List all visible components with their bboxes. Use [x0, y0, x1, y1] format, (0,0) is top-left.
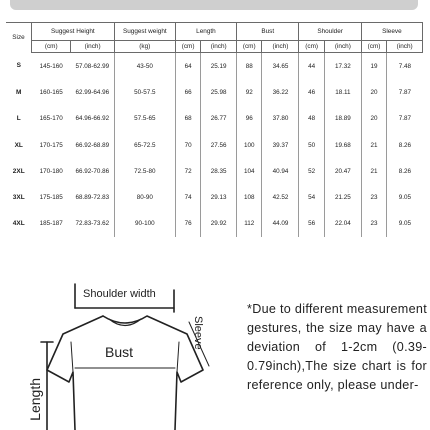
length-cm-cell: 68: [175, 106, 200, 132]
length-cm-cell: 70: [175, 132, 200, 158]
height-cm-cell: 165-170: [39, 115, 63, 123]
size-cell: M: [16, 88, 22, 96]
header-sleeve: Sleeve: [361, 23, 422, 41]
shoulder-cm-cell: 54: [299, 184, 324, 210]
bust-inch-cell: 44.09: [262, 211, 299, 237]
bust-cm-cell: 100: [237, 132, 262, 158]
length-inch-cell: 28.35: [201, 158, 237, 184]
length-cm-cell: 64: [175, 53, 200, 80]
size-cell: 2XL: [12, 167, 25, 175]
bust-inch-cell: 34.65: [262, 53, 299, 80]
size-chart-table: [6, 22, 423, 237]
sleeve-cm-cell: 23: [361, 211, 386, 237]
bust-cm-cell: 112: [237, 211, 262, 237]
shoulder-inch-cell: 18.11: [324, 79, 361, 105]
sleeve-cm-cell: 20: [361, 106, 386, 132]
height-inch-cell: 66.92-68.89: [75, 141, 110, 149]
shoulder-cm-cell: 52: [299, 158, 324, 184]
shoulder-inch-cell: 20.47: [324, 158, 361, 184]
weight-cell: 57.5-65: [114, 106, 175, 132]
measurement-diagram: [25, 282, 225, 430]
bust-cm-cell: 108: [237, 184, 262, 210]
sleeve-cm-cell: 23: [361, 184, 386, 210]
shoulder-cm-cell: 44: [299, 53, 324, 80]
height-inch-cell: 64.96-66.92: [75, 115, 110, 123]
sleeve-inch-cell: 9.05: [387, 211, 423, 237]
size-deviation-note: *Due to different measurement gestures, the size may have a deviation of 1-2cm (0.39-0.79inch),The size chart is for reference only, please under-: [247, 302, 427, 392]
height-cm-cell: 185-187: [39, 220, 63, 228]
unit-sleeve-inch: (inch): [387, 41, 423, 53]
header-suggest-weight: Suggest weight: [114, 23, 175, 41]
left-sleeve-seam: [71, 342, 73, 372]
shoulder-inch-cell: 18.89: [324, 106, 361, 132]
header-suggest-height: Suggest Height: [31, 23, 114, 41]
table-row: [6, 211, 423, 237]
sleeve-cm-cell: 21: [361, 158, 386, 184]
size-cell: 4XL: [12, 220, 25, 228]
shoulder-inch-cell: 21.25: [324, 184, 361, 210]
length-cm-cell: 66: [175, 79, 200, 105]
unit-height-inch: (inch): [71, 41, 114, 53]
bust-cm-cell: 92: [237, 79, 262, 105]
weight-cell: 90-100: [114, 211, 175, 237]
unit-height-cm: (cm): [31, 41, 70, 53]
unit-sleeve-cm: (cm): [361, 41, 386, 53]
height-cm-cell: 145-160: [39, 62, 63, 70]
length-inch-cell: 25.98: [201, 79, 237, 105]
shoulder-cm-cell: 46: [299, 79, 324, 105]
sleeve-cm-cell: 21: [361, 132, 386, 158]
weight-cell: 72.5-80: [114, 158, 175, 184]
bust-cm-cell: 104: [237, 158, 262, 184]
top-decoration-bar: [10, 0, 418, 10]
length-inch-cell: 29.92: [201, 211, 237, 237]
table-row: [6, 106, 423, 132]
length-inch-cell: 25.19: [201, 53, 237, 80]
height-inch-cell: 57.08-62.99: [75, 62, 110, 70]
sleeve-cm-cell: 19: [361, 53, 386, 80]
shoulder-cm-cell: 48: [299, 106, 324, 132]
unit-length-cm: (cm): [175, 41, 200, 53]
height-cm-cell: 170-175: [39, 141, 63, 149]
shoulder-width-label: Shoulder width: [83, 288, 156, 300]
table-row: [6, 158, 423, 184]
sleeve-inch-cell: 7.87: [387, 79, 423, 105]
table-row: [6, 132, 423, 158]
unit-bust-cm: (cm): [237, 41, 262, 53]
sleeve-inch-cell: 8.26: [387, 158, 423, 184]
unit-shoulder-cm: (cm): [299, 41, 324, 53]
height-cm-cell: 170-180: [39, 167, 63, 175]
right-sleeve-seam: [177, 342, 179, 372]
unit-weight-kg: (kg): [114, 41, 175, 53]
length-cm-cell: 74: [175, 184, 200, 210]
table-row: [6, 79, 423, 105]
size-cell: L: [16, 115, 21, 123]
height-cm-cell: 160-165: [39, 88, 63, 96]
length-inch-cell: 29.13: [201, 184, 237, 210]
height-inch-cell: 62.99-64.96: [75, 88, 110, 96]
header-length: Length: [175, 23, 236, 41]
size-cell: 3XL: [12, 194, 25, 202]
table-row: [6, 184, 423, 210]
bust-inch-cell: 36.22: [262, 79, 299, 105]
bust-inch-cell: 42.52: [262, 184, 299, 210]
height-inch-cell: 68.89-72.83: [75, 194, 110, 202]
height-inch-cell: 72.83-73.62: [75, 220, 110, 228]
bust-inch-cell: 37.80: [262, 106, 299, 132]
sleeve-cm-cell: 20: [361, 79, 386, 105]
header-shoulder: Shoulder: [299, 23, 361, 41]
unit-length-inch: (inch): [201, 41, 237, 53]
sleeve-inch-cell: 7.48: [387, 53, 423, 80]
weight-cell: 43-50: [114, 53, 175, 80]
sleeve-label: Sleeve: [192, 316, 204, 350]
sleeve-inch-cell: 9.05: [387, 184, 423, 210]
weight-cell: 65-72.5: [114, 132, 175, 158]
sleeve-inch-cell: 7.87: [387, 106, 423, 132]
length-inch-cell: 27.56: [201, 132, 237, 158]
weight-cell: 50-57.5: [114, 79, 175, 105]
shoulder-cm-cell: 56: [299, 211, 324, 237]
table-row: [6, 53, 423, 80]
length-inch-cell: 26.77: [201, 106, 237, 132]
length-cm-cell: 76: [175, 211, 200, 237]
weight-cell: 80-90: [114, 184, 175, 210]
bust-inch-cell: 39.37: [262, 132, 299, 158]
unit-shoulder-inch: (inch): [324, 41, 361, 53]
shoulder-inch-cell: 19.68: [324, 132, 361, 158]
tshirt-outline: [47, 316, 203, 430]
bust-cm-cell: 96: [237, 106, 262, 132]
size-cell: S: [16, 62, 21, 70]
shoulder-cm-cell: 50: [299, 132, 324, 158]
bust-cm-cell: 88: [237, 53, 262, 80]
unit-bust-inch: (inch): [262, 41, 299, 53]
header-size: Size: [6, 23, 31, 53]
bust-inch-cell: 40.94: [262, 158, 299, 184]
height-cm-cell: 175-185: [39, 194, 63, 202]
shoulder-inch-cell: 17.32: [324, 53, 361, 80]
header-bust: Bust: [237, 23, 299, 41]
height-inch-cell: 66.92-70.86: [75, 167, 110, 175]
length-label: Length: [27, 378, 43, 421]
shoulder-inch-cell: 22.04: [324, 211, 361, 237]
size-cell: XL: [14, 141, 23, 149]
sleeve-inch-cell: 8.26: [387, 132, 423, 158]
bust-label: Bust: [105, 344, 134, 360]
length-cm-cell: 72: [175, 158, 200, 184]
